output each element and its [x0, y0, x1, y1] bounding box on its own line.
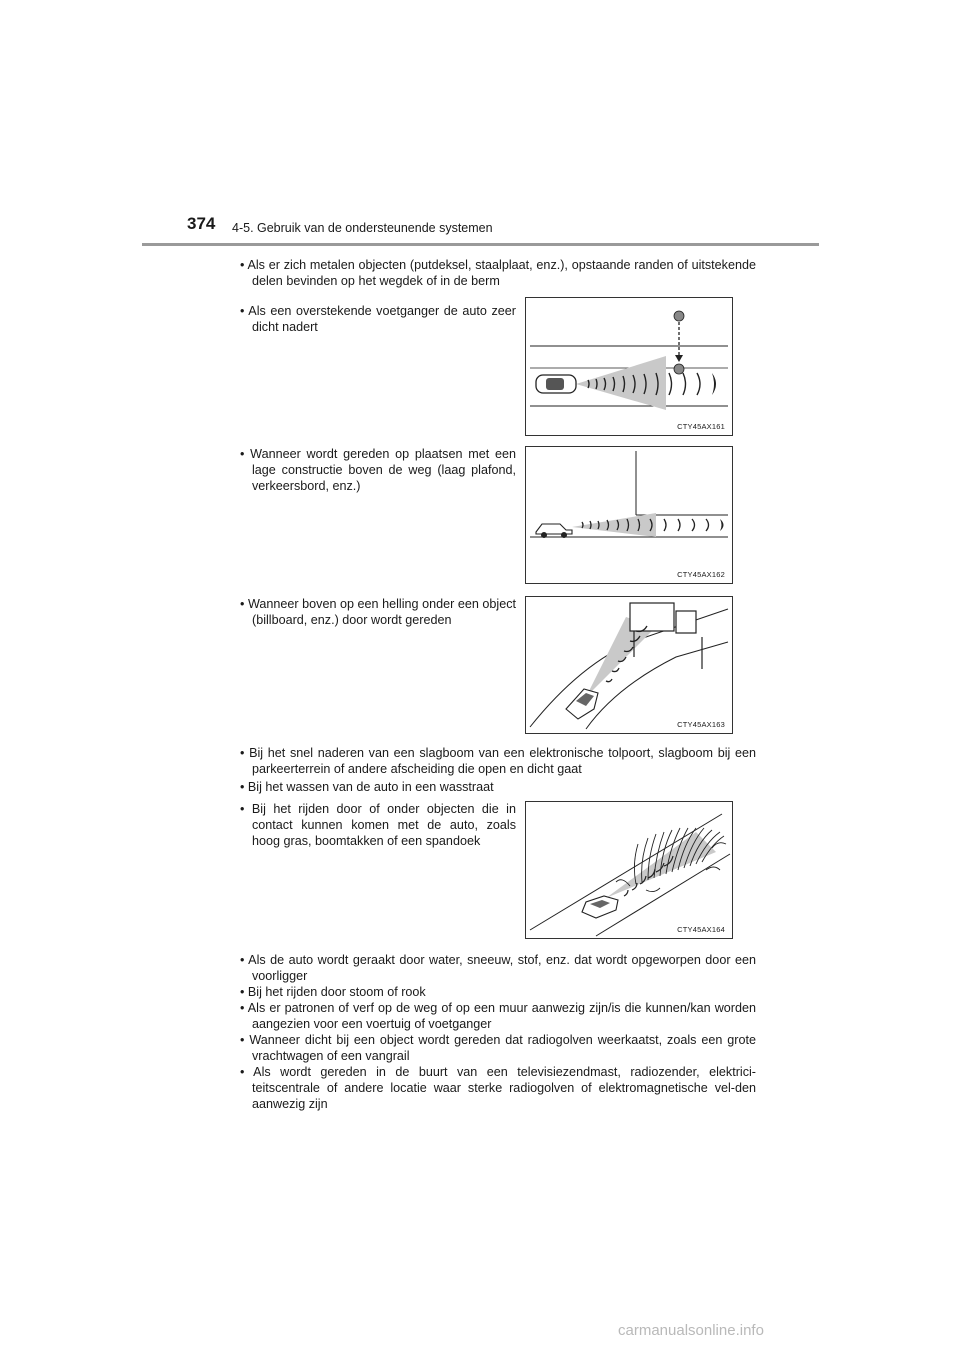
bullet-pedestrian: • Als een overstekende voetganger de auto zeer dicht nadert: [240, 304, 516, 334]
watermark: carmanualsonline.info: [618, 1322, 764, 1339]
bullet-car-wash: • Bij het wassen van de auto in een wasstraat: [240, 780, 494, 794]
bullet-toll-barrier: • Bij het snel naderen van een slagboom van een elektronische tolpoort, slagboom bij een parkeerterrein of andere afscheiding die open en dicht gaat: [240, 746, 756, 776]
car-icon: [582, 896, 618, 918]
bullet-tall-grass: • Bij het rijden door of onder objecten die in contact kunnen komen met de auto, zoals hoog gras, boomtakken of een spandoek: [240, 802, 516, 848]
billboard-slope-illustration: [526, 597, 732, 733]
low-structure-illustration: [526, 447, 732, 583]
section-title: 4-5. Gebruik van de ondersteunende systemen: [232, 221, 493, 235]
figure-pedestrian: [525, 297, 733, 436]
bullet-road-patterns: • Als er patronen of verf op de weg of op een muur aanwezig zijn/is die kunnen/kan worden aangezien voor een voertuig of voetganger: [240, 1001, 756, 1031]
figure-code: CTY45AX163: [677, 720, 725, 729]
pedestrian-illustration: [526, 298, 732, 435]
car-icon: [536, 524, 572, 538]
figure-code: CTY45AX161: [677, 422, 725, 431]
bullet-reflecting-object: • Wanneer dicht bij een object wordt gereden dat radiogolven weerkaatst, zoals een grote vrachtwagen of een vangrail: [240, 1033, 756, 1063]
page-number: 374: [187, 214, 216, 233]
figure-low-structure: [525, 446, 733, 584]
tall-grass-illustration: [526, 802, 732, 938]
bullet-radio-waves: • Als wordt gereden in de buurt van een televisiezendmast, radiozender, elektrici-teitscentrale of andere locatie waar sterke radiogolven of elektromagnetische vel-den aanwezig zijn: [240, 1065, 756, 1111]
car-icon: [536, 375, 576, 393]
bullet-water-spray: • Als de auto wordt geraakt door water, sneeuw, stof, enz. dat wordt opgeworpen door een voorligger: [240, 953, 756, 983]
bullet-steam-smoke: • Bij het rijden door stoom of rook: [240, 985, 426, 999]
figure-billboard-slope: [525, 596, 733, 734]
header-rule: [142, 243, 819, 246]
car-icon: [566, 689, 598, 719]
bullet-metal-objects: • Als er zich metalen objecten (putdeksel, staalplaat, enz.), opstaande randen of uitstekende delen bevinden op het wegdek of in de berm: [240, 258, 756, 288]
bullet-slope-object: • Wanneer boven op een helling onder een object (billboard, enz.) door wordt gereden: [240, 597, 516, 627]
bullet-low-structure: • Wanneer wordt gereden op plaatsen met een lage constructie boven de weg (laag plafond, verkeersbord, enz.): [240, 447, 516, 493]
figure-code: CTY45AX162: [677, 570, 725, 579]
figure-code: CTY45AX164: [677, 925, 725, 934]
figure-tall-grass: [525, 801, 733, 939]
